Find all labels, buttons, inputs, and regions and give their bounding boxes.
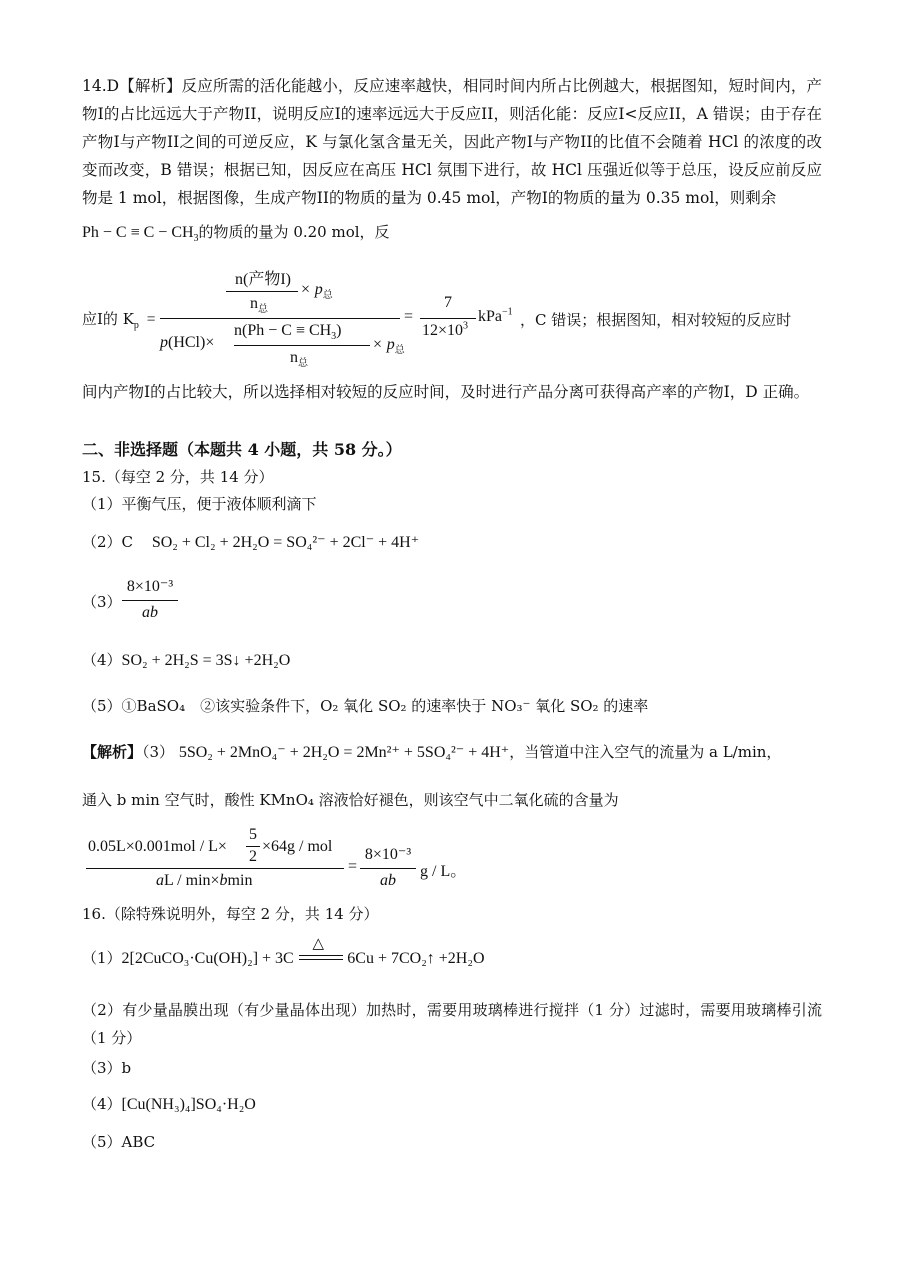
q15-analysis-tail: ，当管道中注入空气的流量为 a L/min， bbox=[509, 743, 782, 761]
q14-kp-den-frac-bottom-sub: 总 bbox=[298, 358, 308, 370]
q16-answer-4-prefix: （4） bbox=[82, 1095, 122, 1113]
q15-calc-inner-num: 5 bbox=[249, 826, 257, 843]
q14-kp-den-frac-top bbox=[234, 322, 342, 343]
q15-answer-3-bar bbox=[122, 600, 178, 601]
q14-kp-num-den-n: n bbox=[250, 295, 258, 312]
q14-kp-result-den bbox=[422, 322, 468, 340]
q16-answer-1-equation-right: 6Cu + 7CO₂↑ +2H₂O bbox=[347, 950, 485, 967]
q16-answer-1-prefix: （1） bbox=[82, 949, 122, 967]
q14-kp-unit-text: kPa bbox=[478, 308, 502, 325]
q14-kp-num-top: n(产物I) bbox=[235, 271, 291, 288]
q15-answer-3-prefix: （3） bbox=[82, 593, 122, 611]
q15-calc-inner-den: 2 bbox=[249, 848, 257, 865]
q16-answer-2: （2）有少量晶膜出现（有少量晶体出现）加热时，需要用玻璃棒进行搅拌（1 分）过滤时，需要用玻璃棒引流（1 分） bbox=[82, 1001, 822, 1047]
q15-answer-4 bbox=[82, 650, 290, 671]
q14-kp-unit-sup: −1 bbox=[502, 306, 513, 318]
q15-answer-2 bbox=[82, 532, 419, 553]
q15-answer-5: （5）①BaSO₄ ②该实验条件下，O₂ 氧化 SO₂ 的速率快于 NO₃⁻ 氧化 SO₂ 的速率 bbox=[82, 697, 649, 715]
q15-analysis-line-1 bbox=[82, 742, 781, 763]
q16-answer-1 bbox=[82, 934, 485, 969]
q14-kp-num-den bbox=[250, 295, 268, 316]
q14-kp-label: 应I的 $K_p$ = bbox=[82, 310, 156, 332]
q15-analysis-label: 【解析】 bbox=[82, 743, 143, 761]
q16-answer-4 bbox=[82, 1094, 256, 1115]
q14-kp-den-frac-top-text: n(Ph − C ≡ CH bbox=[234, 322, 332, 339]
q14-kp-result-den-text: 12×10 bbox=[422, 322, 464, 339]
section-heading: 二、非选择题（本题共 4 小题，共 58 分。） bbox=[82, 440, 402, 459]
q15-answer-3 bbox=[82, 592, 122, 612]
q14-kp-den-frac-top-end: ) bbox=[336, 322, 342, 339]
q14-kp-result-num: 7 bbox=[444, 294, 452, 311]
q14-kp-result-bar bbox=[420, 318, 476, 319]
q15-calc-res-num: 8×10⁻³ bbox=[364, 846, 412, 863]
q15-calc-equals: = bbox=[348, 858, 358, 875]
q16-answer-4-formula: [Cu(NH₃)₄]SO₄·H₂O bbox=[121, 1096, 256, 1113]
q14-kp-main-bar bbox=[160, 318, 400, 319]
q14-kp-sub: p bbox=[133, 320, 139, 332]
triangle-heat-icon: △ bbox=[312, 934, 325, 952]
q15-analysis-equation: 5SO₂ + 2MnO₄⁻ + 2H₂O = 2Mn²⁺ + 5SO₄²⁻ + 4H⁺ bbox=[178, 744, 510, 761]
q15-calc-num-right: ×64g / mol bbox=[262, 838, 333, 855]
q15-calc-num-left: 0.05L×0.001mol / L× bbox=[88, 838, 227, 855]
q15-answer-2-prefix: （2）C bbox=[82, 533, 134, 551]
q15-calc-inner-bar bbox=[246, 846, 260, 847]
q16-answer-5: （5）ABC bbox=[82, 1133, 156, 1151]
q16-answer-1-equation: 2[2CuCO₃·Cu(OH)₂] + 3C bbox=[121, 950, 294, 967]
q14-kp-den-p: × $p_总$ bbox=[372, 336, 405, 357]
q14-kp-den-frac-bottom-n: n bbox=[290, 349, 298, 366]
q14-kp-times-p bbox=[300, 281, 333, 302]
q15-answer-3-num: 8×10⁻³ bbox=[126, 578, 174, 595]
q15-answer-2-equation: SO₂ + Cl₂ + 2H₂O = SO₄²⁻ + 2Cl⁻ + 4H⁺ bbox=[151, 534, 420, 551]
q14-kp-den-frac-bottom bbox=[290, 349, 308, 370]
q15-answer-4-equation: SO₂ + 2H₂S = 3S↓ +2H₂O bbox=[121, 652, 291, 669]
q14-kp-den-left: p(HCl)× bbox=[160, 334, 215, 351]
q14-kp-result-den-sup: 3 bbox=[463, 320, 469, 332]
q15-analysis-prefix: （3） bbox=[142, 743, 175, 761]
q14-formula-suffix: 的物质的量为 0.20 mol，反 bbox=[198, 223, 390, 241]
q16-heat-arrow bbox=[299, 934, 343, 969]
q15-calc-main-bar bbox=[86, 868, 344, 869]
q16-header: 16.（除特殊说明外，每空 2 分，共 14 分） bbox=[82, 905, 379, 923]
q14-kp-prefix: 应I的 K bbox=[82, 310, 134, 328]
q14-formula-sub: 3 bbox=[193, 233, 199, 245]
q15-analysis-line-2: 通入 b min 空气时，酸性 KMnO₄ 溶液恰好褪色，则该空气中二氧化硫的含量为 bbox=[82, 791, 619, 809]
q15-answer-1: （1）平衡气压，便于液体顺利滴下 bbox=[82, 495, 317, 513]
q15-calc-unit: g / L。 bbox=[420, 863, 467, 880]
q14-kp-tail: ，C 错误；根据图知，相对较短的反应时 bbox=[520, 311, 792, 329]
q15-answer-3-den: ab bbox=[142, 604, 158, 621]
q14-kp-den-frac-top-sub: 3 bbox=[331, 331, 337, 343]
q14-kp-equals: = bbox=[404, 308, 414, 325]
q15-calc-res-bar bbox=[360, 868, 416, 869]
q14-analysis-paragraph-2: 间内产物I的占比较大，所以选择相对较短的反应时间，及时进行产品分离可获得高产率的产物I，D 正确。 bbox=[82, 383, 810, 401]
q15-answer-4-prefix: （4） bbox=[82, 651, 122, 669]
q14-formula: Ph − C ≡ C − CH bbox=[82, 224, 194, 241]
q14-kp-p-sub: 总 bbox=[322, 290, 333, 302]
q14-analysis-paragraph: 14.D【解析】反应所需的活化能越小，反应速率越快，相同时间内所占比例越大，根据图知，短时间内，产物I的占比远远大于产物II，说明反应I的速率远远大于反应II，则活化能：反应I<反应II，A 错误；由于存在产物I与产物II之间的可逆反应，K 与氯化氢含量无关，因此产物I与产物II的比值不会随着 HCl 的浓度的改变而改变，B 错误；根据已知，因反应在高压 HCl 氛围下进行，故 HCl 压强近似等于总压，设反应前反应物是 1 mol，根据图像，生成产物II的物质的量为 0.45 mol，产物I的物质的量为 0.35 mol，则剩余 bbox=[82, 77, 822, 207]
q16-answer-3: （3）b bbox=[82, 1059, 132, 1077]
q14-kp-den-frac-bar bbox=[234, 345, 370, 346]
q15-header: 15.（每空 2 分，共 14 分） bbox=[82, 468, 274, 486]
q15-calc-res-den: ab bbox=[380, 872, 396, 889]
q14-kp-num-bar bbox=[226, 291, 298, 292]
q14-kp-num-den-sub: 总 bbox=[258, 304, 268, 316]
q14-kp-unit bbox=[478, 308, 513, 326]
q14-kp-times-p-text: × p bbox=[300, 281, 323, 298]
q15-calc-den: aL / min×bmin bbox=[156, 872, 253, 889]
q14-formula-line bbox=[82, 222, 390, 243]
